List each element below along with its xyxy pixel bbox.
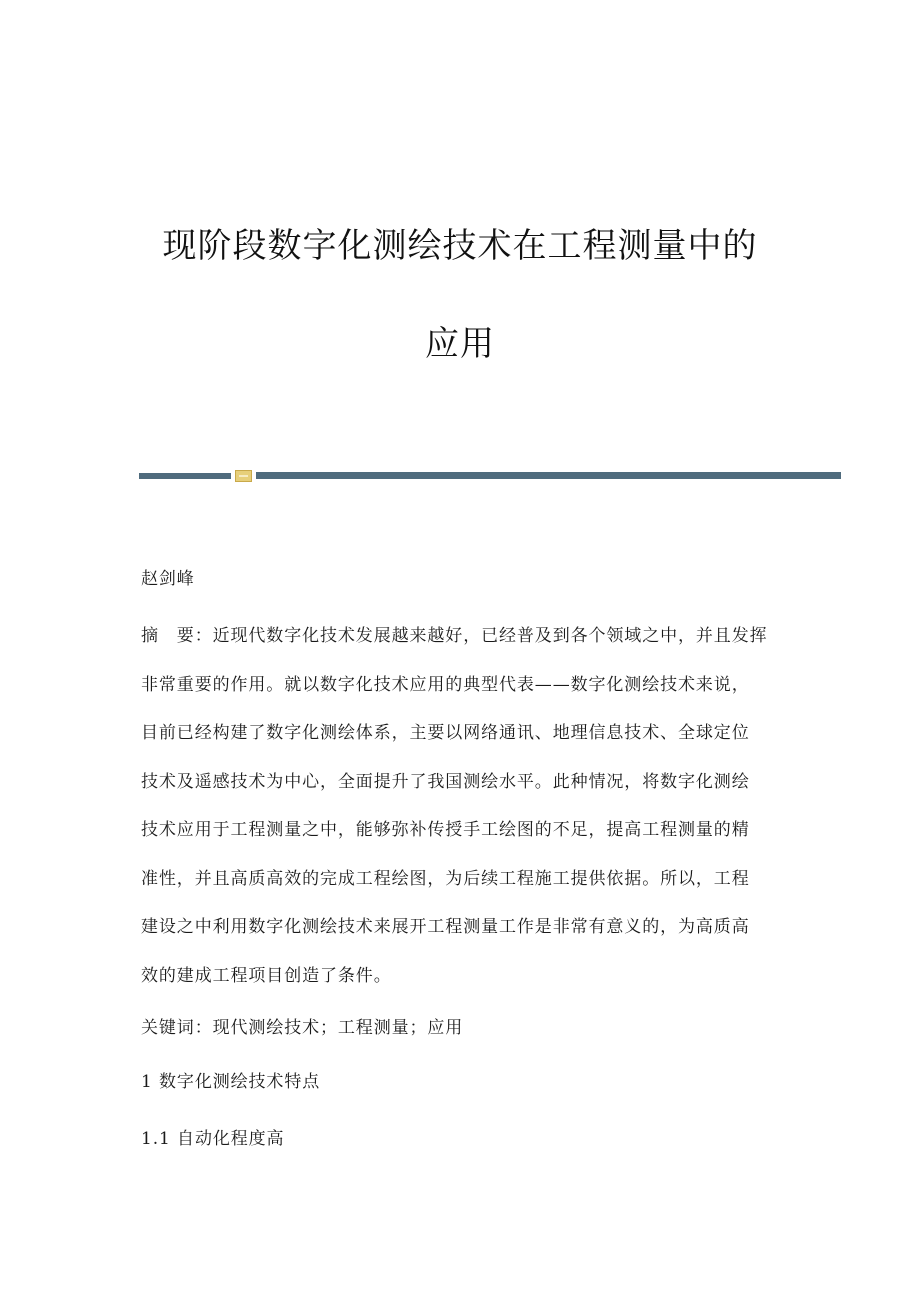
abstract-line: 准性，并且高质高效的完成工程绘图，为后续工程施工提供依据。所以，工程	[141, 868, 750, 889]
abstract-line: 效的建成工程项目创造了条件。	[141, 965, 392, 986]
section-heading-1-1: 1.1 自动化程度高	[141, 1129, 285, 1149]
title-divider-right	[256, 472, 841, 479]
abstract-line: 摘 要：近现代数字化技术发展越来越好，已经普及到各个领域之中，并且发挥	[141, 626, 768, 646]
abstract-line: 技术应用于工程测量之中，能够弥补传授手工绘图的不足，提高工程测量的精	[141, 820, 750, 840]
section-heading-1: 1 数字化测绘技术特点	[141, 1072, 321, 1092]
title-divider-left	[139, 473, 231, 479]
abstract	[141, 612, 781, 1000]
divider-ornament-icon	[235, 470, 252, 482]
keywords: 关键词：现代测绘技术；工程测量；应用	[141, 1018, 464, 1038]
abstract-line: 非常重要的作用。就以数字化技术应用的典型代表——数字化测绘技术来说，	[141, 674, 750, 695]
abstract-line: 建设之中利用数字化测绘技术来展开工程测量工作是非常有意义的，为高质高	[141, 917, 750, 937]
abstract-line: 目前已经构建了数字化测绘体系，主要以网络通讯、地理信息技术、全球定位	[141, 723, 750, 743]
document-title-line-2: 应用	[425, 324, 495, 364]
author-name: 赵剑峰	[141, 569, 195, 589]
document-title-line-1: 现阶段数字化测绘技术在工程测量中的	[162, 226, 758, 266]
abstract-line: 技术及遥感技术为中心，全面提升了我国测绘水平。此种情况，将数字化测绘	[141, 771, 750, 792]
